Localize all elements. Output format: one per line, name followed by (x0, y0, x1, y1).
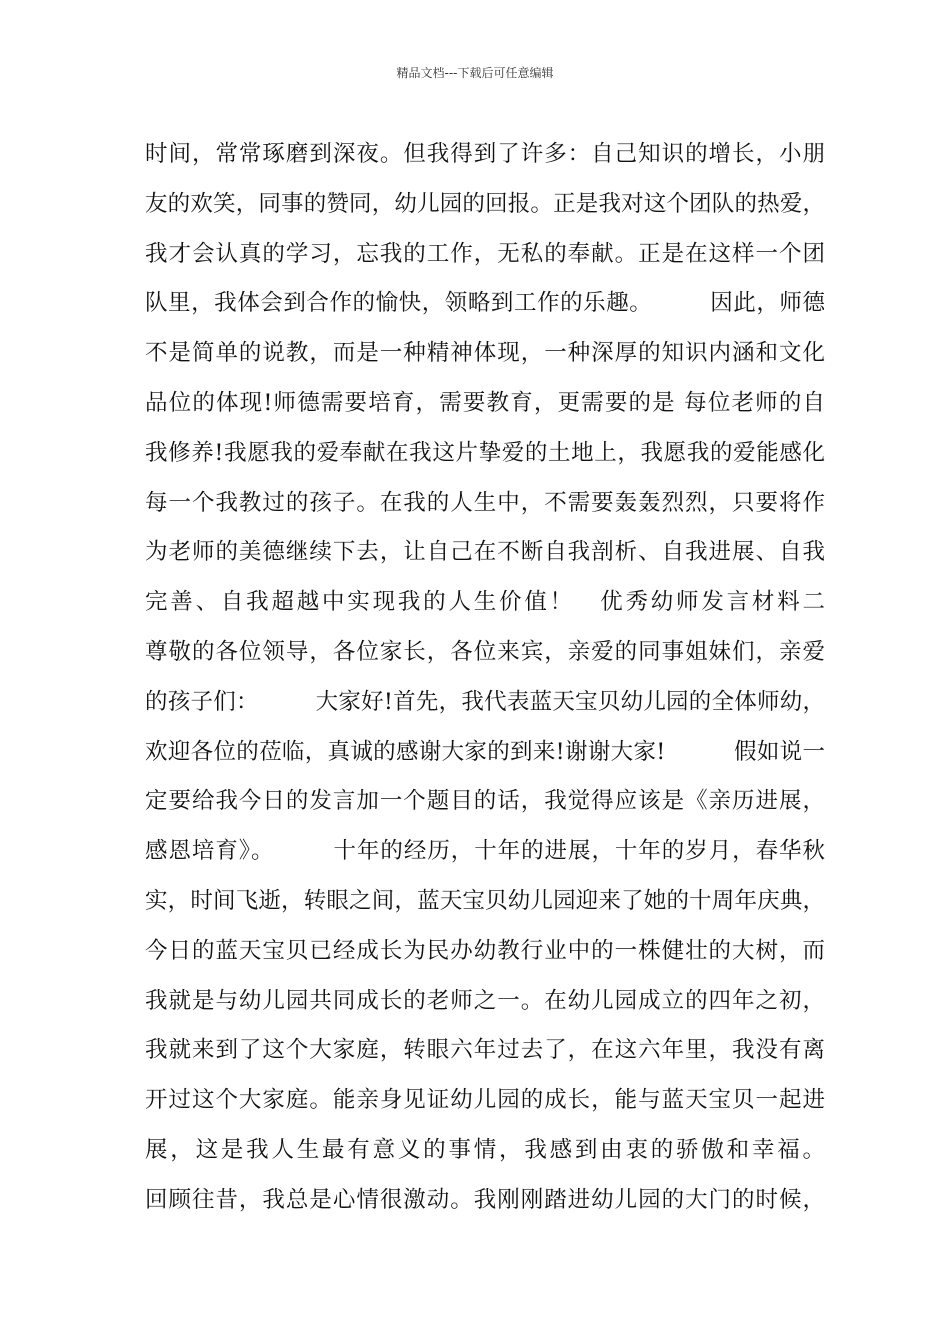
text-line: 欢迎各位的莅临，真诚的感谢大家的到来!谢谢大家! 假如说一 (145, 738, 825, 765)
text-line: 每一个我教过的孩子。在我的人生中，不需要轰轰烈烈，只要将作 (145, 489, 825, 516)
text-line: 为老师的美德继续下去，让自己在不断自我剖析、自我进展、自我 (145, 539, 825, 566)
text-line: 我就是与幼儿园共同成长的老师之一。在幼儿园成立的四年之初， (145, 987, 825, 1014)
text-line: 不是简单的说教，而是一种精神体现，一种深厚的知识内涵和文化 (145, 340, 825, 367)
text-line: 时间，常常琢磨到深夜。但我得到了许多：自己知识的增长，小朋 (145, 141, 825, 167)
text-line: 品位的体现!师德需要培育，需要教育，更需要的是 每位老师的自 (145, 389, 825, 416)
text-line: 感恩培育》。 十年的经历，十年的进展，十年的岁月，春华秋 (145, 838, 825, 865)
text-line: 我才会认真的学习，忘我的工作，无私的奉献。正是在这样一个团 (145, 240, 825, 267)
text-line: 队里，我体会到合作的愉快，领略到工作的乐趣。 因此，师德 (145, 290, 825, 317)
text-line: 定要给我今日的发言加一个题目的话，我觉得应该是《亲历进展， (145, 788, 825, 815)
text-line: 我就来到了这个大家庭，转眼六年过去了，在这六年里，我没有离 (145, 1037, 825, 1064)
text-line: 开过这个大家庭。能亲身见证幼儿园的成长，能与蓝天宝贝一起进 (145, 1087, 825, 1114)
text-line: 尊敬的各位领导，各位家长，各位来宾，亲爱的同事姐妹们，亲爱 (145, 638, 825, 665)
text-line: 实，时间飞逝，转眼之间，蓝天宝贝幼儿园迎来了她的十周年庆典， (145, 887, 825, 914)
text-line: 回顾往昔，我总是心情很激动。我刚刚踏进幼儿园的大门的时候， (145, 1186, 825, 1213)
text-line: 今日的蓝天宝贝已经成长为民办幼教行业中的一株健壮的大树，而 (145, 937, 825, 964)
text-line: 的孩子们： 大家好!首先，我代表蓝天宝贝幼儿园的全体师幼， (145, 688, 825, 715)
page-header: 精品文档---下载后可任意编辑 (396, 66, 554, 80)
text-line: 完善、自我超越中实现我的人生价值！ 优秀幼师发言材料二 (145, 589, 825, 616)
text-line: 展，这是我人生最有意义的事情，我感到由衷的骄傲和幸福。 (145, 1136, 825, 1163)
document-body (145, 130, 825, 1226)
text-line: 友的欢笑，同事的赞同，幼儿园的回报。正是我对这个团队的热爱， (145, 190, 825, 217)
text-line: 我修养!我愿我的爱奉献在我这片挚爱的土地上，我愿我的爱能感化 (145, 439, 825, 466)
